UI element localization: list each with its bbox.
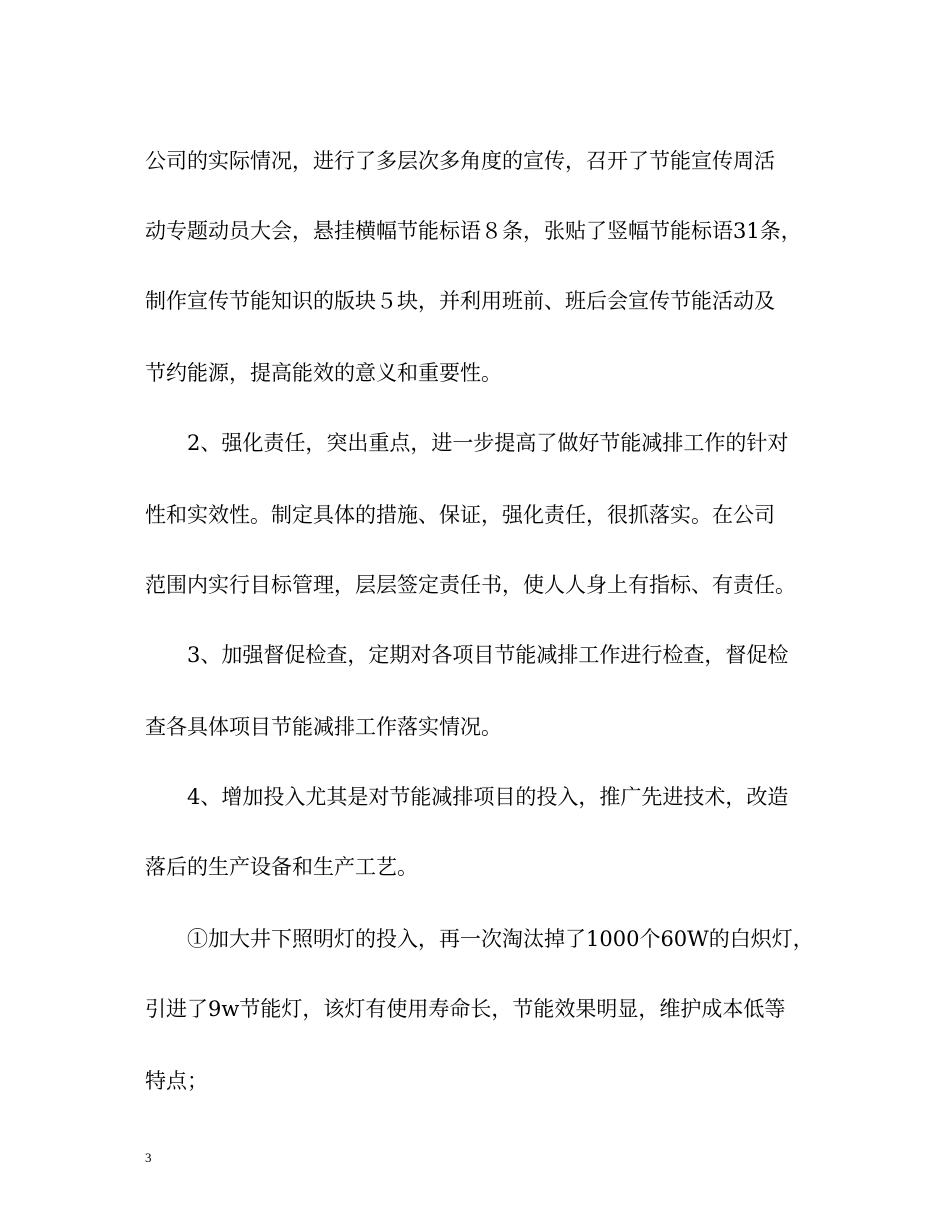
text-line: 范围内实行目标管理，层层签定责任书，使人人身上有指标、有责任。 [145,573,796,597]
text-line: 公司的实际情况，进行了多层次多角度的宣传，召开了节能宣传周活 [145,149,775,173]
text-line: 特点； [145,1069,208,1093]
text-line: 查各具体项目节能减排工作落实情况。 [145,715,502,739]
text-line: 制作宣传节能知识的版块５块，并利用班前、班后会宣传节能活动及 [145,289,775,313]
text-line: 落后的生产设备和生产工艺。 [145,855,418,879]
paragraph-4-start: 4、增加投入尤其是对节能减排项目的投入，推广先进技术，改造 [187,785,789,809]
text-line: 节约能源，提高能效的意义和重要性。 [145,361,502,385]
paragraph-2-start: 2、强化责任，突出重点，进一步提高了做好节能减排工作的针对 [187,431,789,455]
text-line: 动专题动员大会，悬挂横幅节能标语８条，张贴了竖幅节能标语31条， [145,219,802,243]
text-line: 引进了9w节能灯，该灯有使用寿命长，节能效果明显，维护成本低等 [145,997,786,1021]
text-line: 性和实效性。制定具体的措施、保证，强化责任，很抓落实。在公司 [145,503,775,527]
paragraph-3-start: 3、加强督促检查，定期对各项目节能减排工作进行检查，督促检 [187,643,789,667]
page-number: 3 [145,1150,152,1165]
item-1-start: ①加大井下照明灯的投入，再一次淘汰掉了1000个60W的白炽灯， [187,927,814,951]
